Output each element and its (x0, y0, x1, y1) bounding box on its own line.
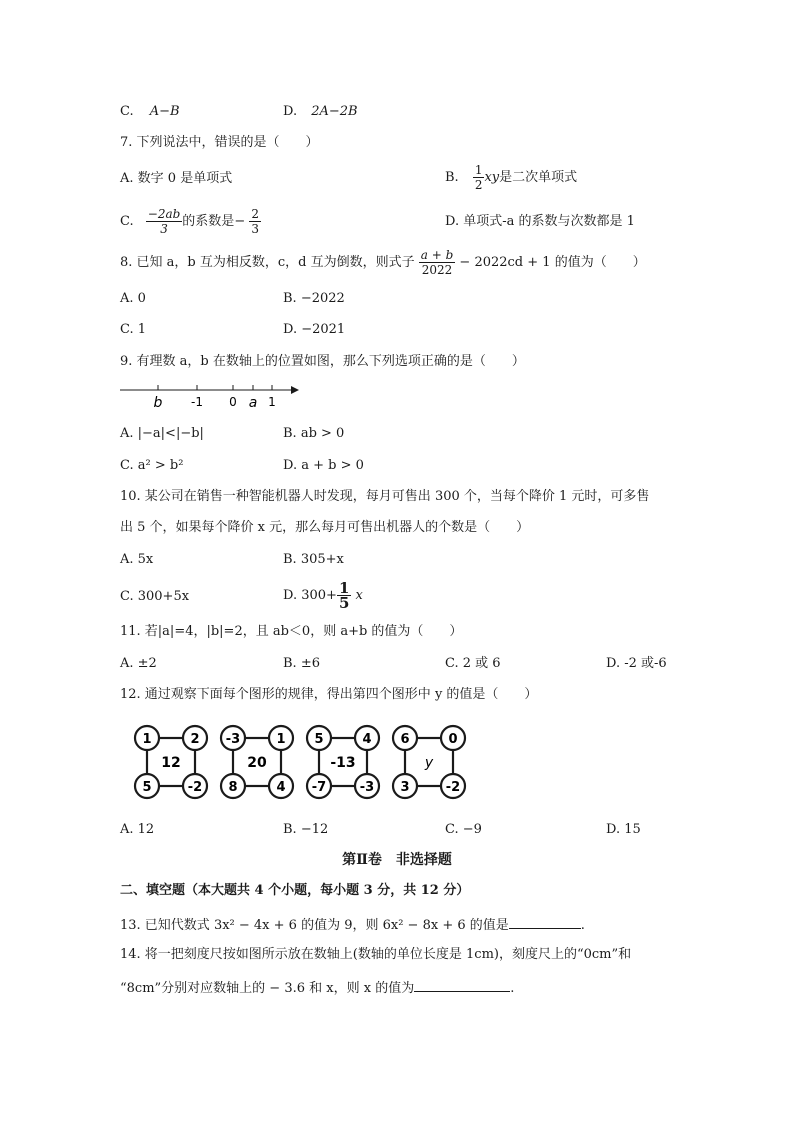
q12-figures (125, 718, 470, 806)
q8-stem-pre: 8. 已知 a，b 互为相反数，c，d 互为倒数，则式子 (120, 255, 415, 270)
q7-option-c-frac-num: −2ab (147, 207, 181, 221)
q7-option-c-fraction2 (249, 207, 261, 236)
q10-option-d-frac-den: 5 (338, 594, 350, 612)
q12-option-b: B. −12 (283, 822, 329, 837)
q6-option-c (120, 103, 180, 121)
q10-option-a: A. 5x (120, 552, 154, 567)
q7-option-b-tail: 是二次单项式 (499, 170, 578, 185)
q7-option-c-frac-den: 3 (160, 222, 168, 236)
q9-label-0: 0 (229, 395, 237, 409)
q6-option-d-label: D. (283, 104, 298, 119)
q13-end: . (580, 918, 585, 933)
q12-circle-br-value: -2 (187, 780, 203, 795)
q14-line2 (120, 977, 514, 998)
q7-option-c-mid: 的系数是 (182, 214, 235, 229)
q11-option-c: C. 2 或 6 (445, 656, 501, 671)
q12-circle-tr-value: 4 (362, 732, 372, 747)
q10-option-d-post: x (355, 588, 363, 603)
q12-center-value: y (424, 755, 434, 771)
q11-option-b: B. ±6 (283, 656, 320, 671)
q12-center-value: 20 (247, 755, 267, 771)
q12-figure-3 (307, 726, 379, 798)
q9-option-b: B. ab > 0 (283, 426, 345, 441)
q10-stem-line2: 出 5 个，如果每个降价 x 元，那么每月可售出机器人的个数是（ ） (120, 520, 530, 535)
q12-stem: 12. 通过观察下面每个图形的规律，得出第四个图形中 y 的值是（ ） (120, 687, 538, 702)
q7-option-b (445, 158, 577, 198)
q7-option-b-fraction (473, 163, 485, 192)
q10-option-d (283, 576, 363, 616)
q9-option-a: A. |−a|<|−b| (120, 426, 204, 441)
q8-stem-post: − 2022cd + 1 的值为（ ） (459, 255, 646, 270)
q12-circle-tl-value: 1 (142, 732, 152, 747)
q12-circle-br-value: -2 (445, 780, 461, 795)
q12-option-a: A. 12 (120, 822, 155, 837)
q14-line1: 14. 将一把刻度尺按如图所示放在数轴上(数轴的单位长度是 1cm)，刻度尺上的“0cm”和 (120, 947, 632, 962)
q8-option-d: D. −2021 (283, 322, 346, 337)
q10-option-d-pre: D. 300+ (283, 588, 337, 603)
q9-axis-arrow (291, 386, 299, 394)
q7-option-d: D. 单项式-a 的系数与次数都是 1 (445, 214, 635, 229)
q6-option-c-text: A−B (149, 104, 180, 119)
q6-option-c-label: C. (120, 104, 134, 119)
q7-option-b-var: xy (484, 170, 500, 185)
q11-option-d: D. -2 或-6 (606, 656, 667, 671)
q7-option-b-frac-den: 2 (474, 178, 483, 192)
q12-circle-tr-value: 2 (190, 732, 200, 747)
q14-answer-blank[interactable] (414, 977, 510, 992)
q8-frac-num: a + b (420, 248, 454, 262)
q12-circle-tl-value: 6 (400, 732, 410, 747)
q12-option-d: D. 15 (606, 822, 641, 837)
q7-option-c (120, 202, 261, 242)
q7-option-c-frac2-num: 2 (251, 207, 259, 221)
q7-stem: 7. 下列说法中，错误的是（ ） (120, 135, 319, 150)
q12-circle-bl-value: 3 (400, 780, 410, 795)
q6-option-d-text: 2A−2B (311, 104, 358, 119)
q12-center-value: -13 (330, 755, 356, 771)
q12-circle-bl-value: 8 (228, 780, 238, 795)
q9-option-d: D. a + b > 0 (283, 458, 364, 473)
q11-stem: 11. 若|a|=4，|b|=2，且 ab＜0，则 a+b 的值为（ ） (120, 624, 463, 639)
q8-option-c: C. 1 (120, 322, 147, 337)
q9-option-c: C. a² > b² (120, 458, 184, 473)
q12-figure-4 (393, 726, 465, 798)
q12-center-value: 12 (161, 755, 181, 771)
section-heading: 二、填空题（本大题共 4 个小题，每小题 3 分，共 12 分） (120, 883, 470, 898)
q12-circle-bl-value: -7 (311, 780, 327, 795)
q9-label-1: 1 (268, 395, 276, 409)
q12-figure-1 (135, 726, 207, 798)
q13-text: 13. 已知代数式 3x² − 4x + 6 的值为 9，则 6x² − 8x + 6 的值是 (120, 918, 509, 933)
q11-option-a: A. ±2 (120, 656, 157, 671)
q13-line (120, 914, 585, 935)
q13-answer-blank[interactable] (509, 914, 581, 929)
q12-circle-br-value: -3 (359, 780, 375, 795)
q7-option-a: A. 数字 0 是单项式 (120, 171, 233, 186)
q9-number-line (115, 378, 315, 412)
q9-stem: 9. 有理数 a，b 在数轴上的位置如图，那么下列选项正确的是（ ） (120, 354, 525, 369)
q12-circle-bl-value: 5 (142, 780, 152, 795)
q8-option-a: A. 0 (120, 291, 146, 306)
q12-circle-tr-value: 0 (448, 732, 458, 747)
q10-option-c: C. 300+5x (120, 589, 190, 604)
q8-option-b: B. −2022 (283, 291, 345, 306)
q9-label-b: b (153, 395, 163, 411)
q14-line2-text: “8cm”分别对应数轴上的 − 3.6 和 x，则 x 的值为 (120, 981, 415, 996)
q9-label-a: a (248, 395, 258, 411)
q7-option-b-frac-num: 1 (474, 163, 483, 177)
q12-circle-br-value: 4 (276, 780, 286, 795)
q14-end: . (510, 981, 515, 996)
q12-option-c: C. −9 (445, 822, 482, 837)
q12-circle-tr-value: 1 (276, 732, 286, 747)
q10-option-d-fraction (337, 581, 351, 610)
q12-figure-2 (221, 726, 293, 798)
q10-option-b: B. 305+x (283, 552, 344, 567)
q9-label-minus1: -1 (191, 395, 203, 409)
q8-fraction (419, 248, 456, 277)
q7-option-c-frac2-den: 3 (251, 222, 259, 236)
q12-circle-tl-value: -3 (225, 732, 241, 747)
q8-stem (120, 243, 646, 283)
q6-option-d (283, 103, 358, 121)
q12-circle-tl-value: 5 (314, 732, 324, 747)
q7-option-c-sign: − (234, 214, 246, 229)
q7-option-c-fraction (146, 207, 183, 236)
q7-option-c-label: C. (120, 214, 134, 229)
q7-option-b-label: B. (445, 170, 459, 185)
section-title: 第Ⅱ卷 非选择题 (342, 852, 452, 868)
q10-stem-line1: 10. 某公司在销售一种智能机器人时发现，每月可售出 300 个，当每个降价 1 元时，可多售 (120, 489, 650, 504)
q10-option-d-frac-num: 1 (338, 579, 350, 597)
q8-frac-den: 2022 (421, 263, 453, 277)
